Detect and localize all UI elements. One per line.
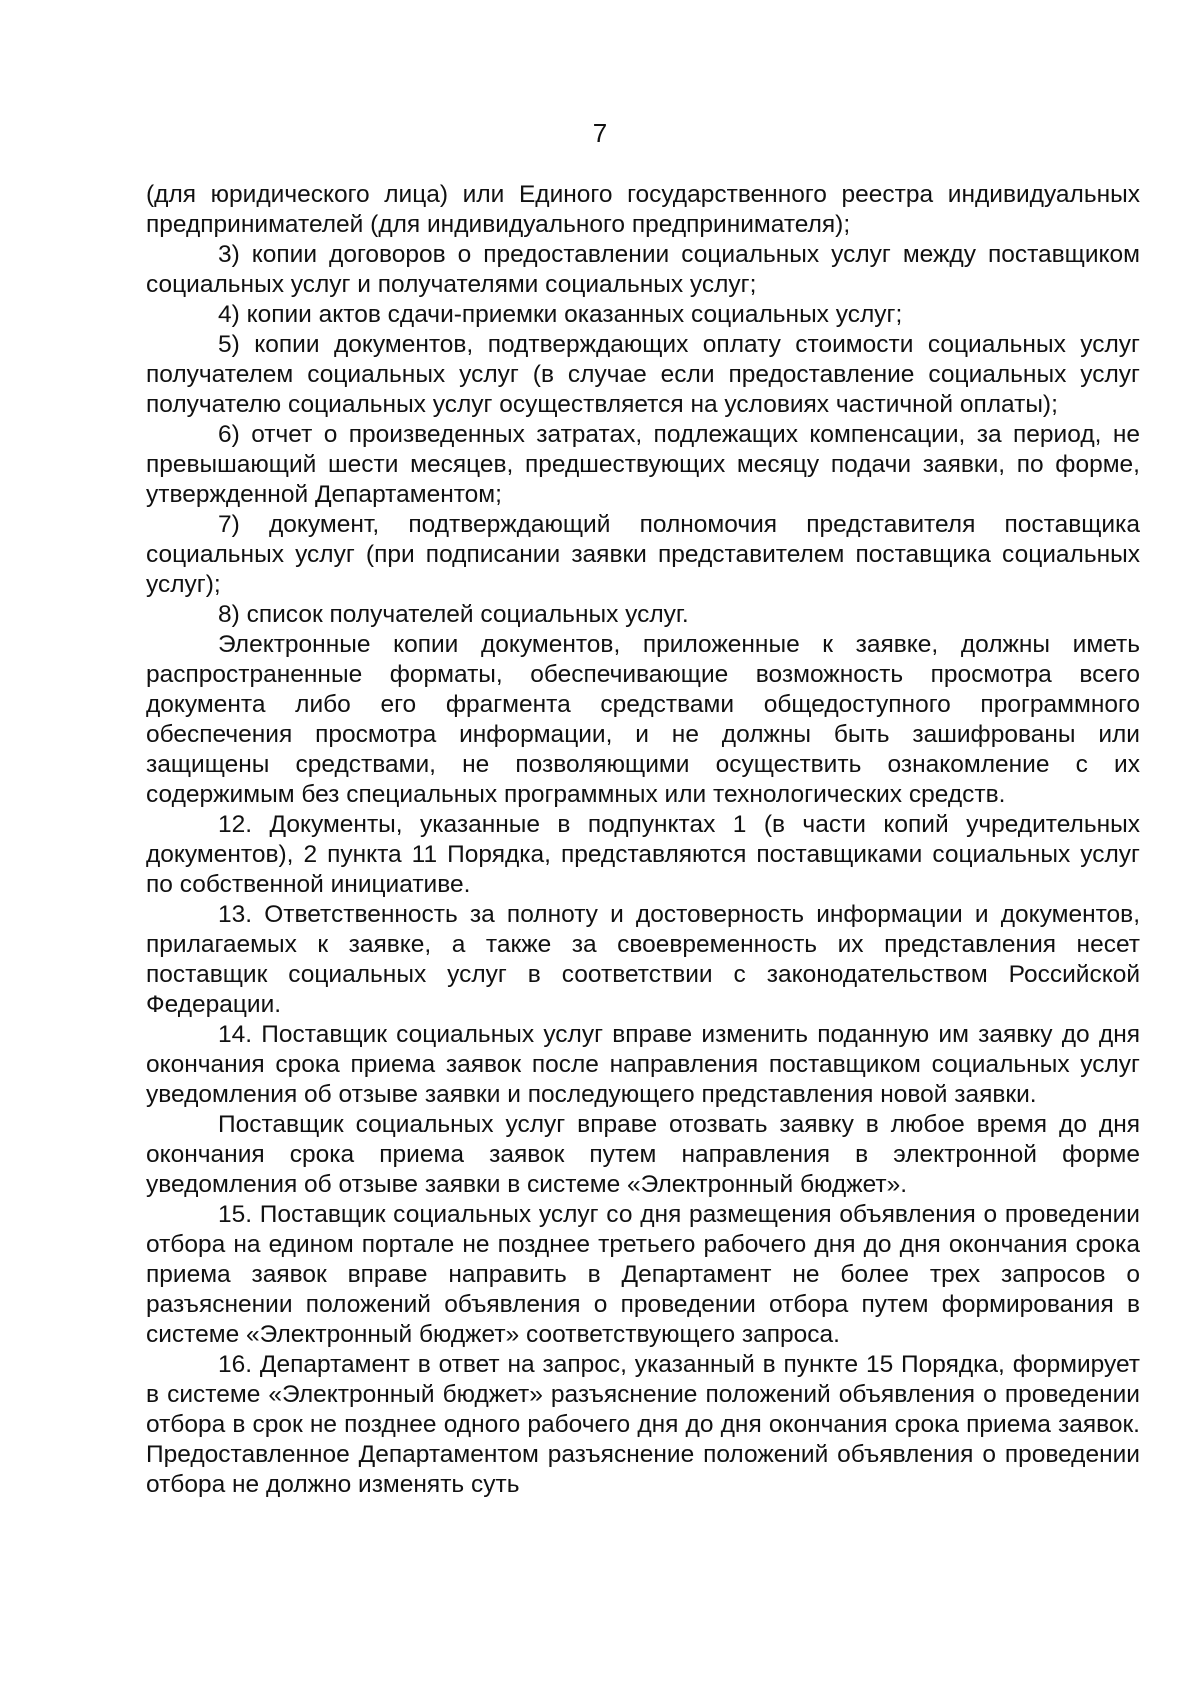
paragraph-16: 16. Департамент в ответ на запрос, указанный в пункте 15 Порядка, формирует в системе «Электронный бюджет» разъяснение положений объявления о проведении отбора в срок не позднее одного рабочего дня до дня окончания срока приема заявок. Предоставленное Департаментом разъяснение положений объявления о проведении отбора не должно изменять суть: [146, 1351, 1140, 1498]
paragraph-12: 12. Документы, указанные в подпунктах 1 (в части копий учредительных документов), 2 пункта 11 Порядка, представляются поставщиками социальных услуг по собственной инициативе.: [146, 811, 1140, 898]
paragraph-registry-continuation: (для юридического лица) или Единого государственного реестра индивидуальных предпринимателей (для индивидуального предпринимателя);: [146, 181, 1140, 238]
paragraph-item-8: 8) список получателей социальных услуг.: [218, 601, 689, 628]
paragraph-15: 15. Поставщик социальных услуг со дня размещения объявления о проведении отбора на едином портале не позднее третьего рабочего дня до дня окончания срока приема заявок вправе направить в Департамент не более трех запросов о разъяснении положений объявления о проведении отбора путем формирования в системе «Электронный бюджет» соответствующего запроса.: [146, 1201, 1140, 1348]
page-number: 7: [592, 118, 608, 148]
paragraph-electronic-copies: Электронные копии документов, приложенные к заявке, должны иметь распространенные форматы, обеспечивающие возможность просмотра всего документа либо его фрагмента средствами общедоступного программного обеспечения просмотра информации, и не должны быть зашифрованы или защищены средствами, не позволяющими осуществить ознакомление с их содержимым без специальных программных или технологических средств.: [146, 631, 1140, 808]
paragraph-item-6: 6) отчет о произведенных затратах, подлежащих компенсации, за период, не превышающий шести месяцев, предшествующих месяцу подачи заявки, по форме, утвержденной Департаментом;: [146, 421, 1140, 508]
paragraph-withdraw-application: Поставщик социальных услуг вправе отозвать заявку в любое время до дня окончания срока приема заявок путем направления в электронной форме уведомления об отзыве заявки в системе «Электронный бюджет».: [146, 1111, 1140, 1198]
document-body: [146, 180, 1140, 1500]
paragraph-item-7: 7) документ, подтверждающий полномочия представителя поставщика социальных услуг (при подписании заявки представителем поставщика социальных услуг);: [146, 511, 1140, 598]
paragraph-14: 14. Поставщик социальных услуг вправе изменить поданную им заявку до дня окончания срока приема заявок после направления поставщиком социальных услуг уведомления об отзыве заявки и последующего представления новой заявки.: [146, 1021, 1140, 1108]
paragraph-13: 13. Ответственность за полноту и достоверность информации и документов, прилагаемых к заявке, а также за своевременность их представления несет поставщик социальных услуг в соответствии с законодательством Российской Федерации.: [146, 901, 1140, 1018]
paragraph-item-4: 4) копии актов сдачи-приемки оказанных социальных услуг;: [218, 301, 903, 328]
paragraph-item-5: 5) копии документов, подтверждающих оплату стоимости социальных услуг получателем социальных услуг (в случае если предоставление социальных услуг получателю социальных услуг осуществляется на условиях частичной оплаты);: [146, 331, 1140, 418]
paragraph-item-3: 3) копии договоров о предоставлении социальных услуг между поставщиком социальных услуг и получателями социальных услуг;: [146, 241, 1140, 298]
